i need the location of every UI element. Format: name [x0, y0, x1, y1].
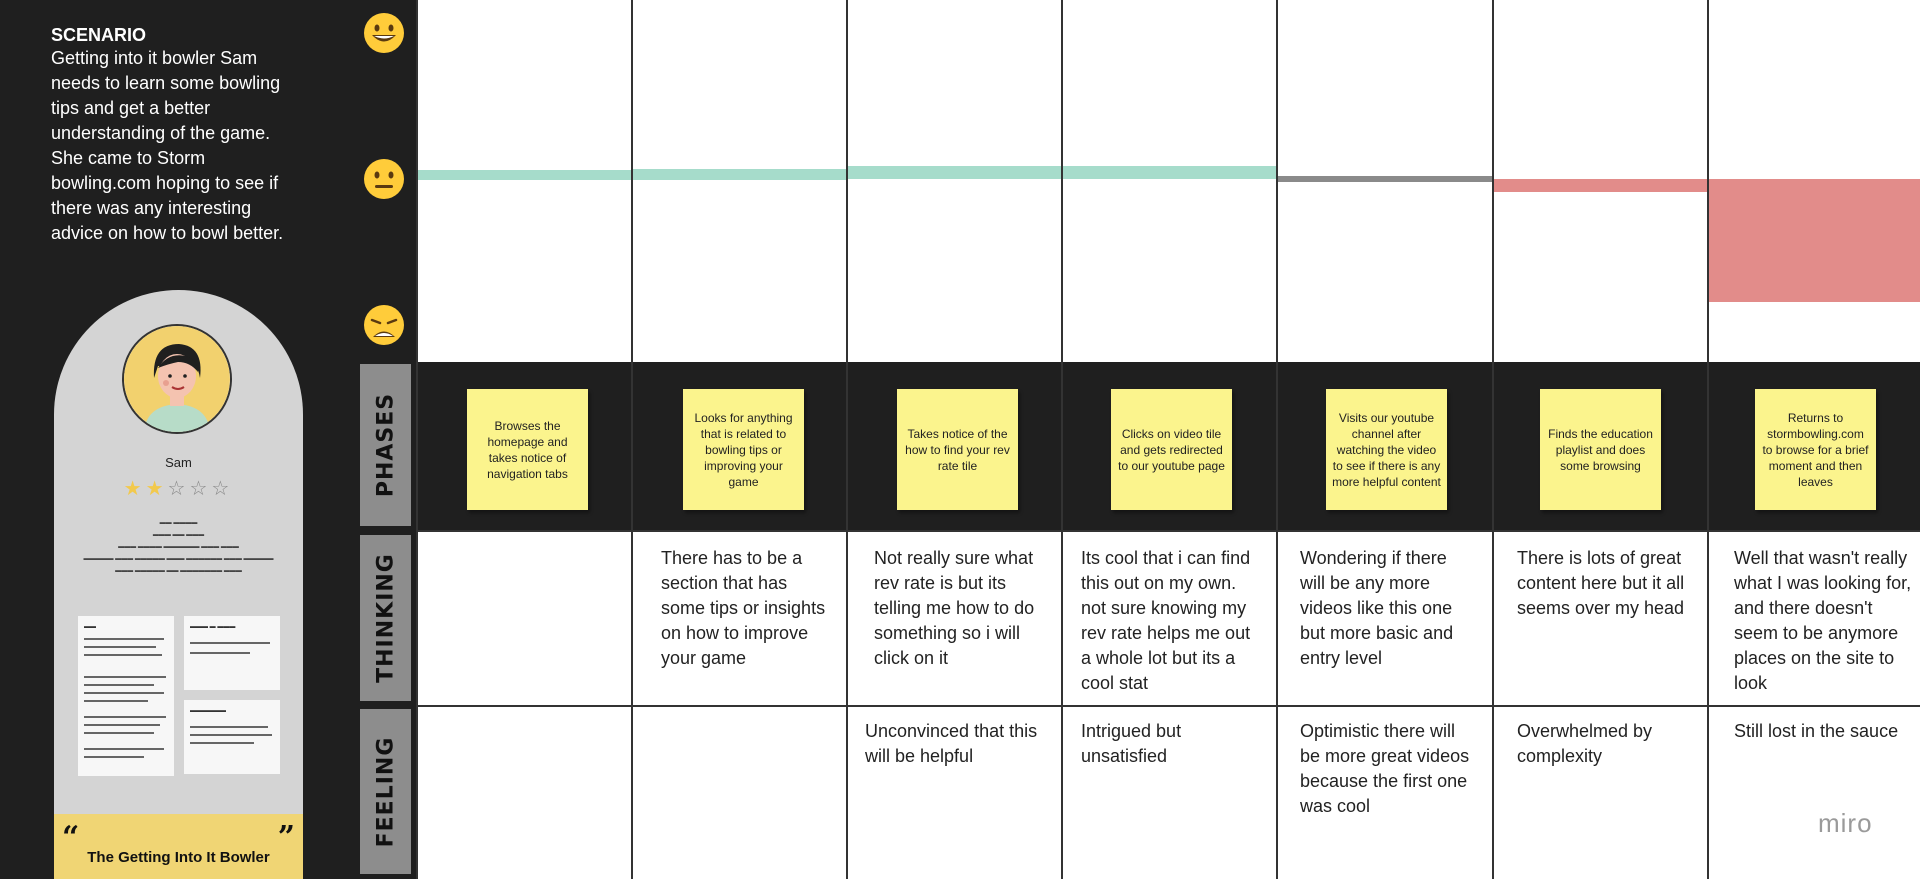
emotion-segment-5 — [1278, 176, 1492, 182]
distressed-face-icon — [363, 304, 405, 346]
phase-sticky-6[interactable]: Finds the education playlist and does some browsing — [1540, 389, 1661, 510]
bio-text: ▬▬▬ ▬▬ ▬▬▬ — [152, 532, 205, 538]
lane-label-thinking: THINKING — [360, 535, 411, 701]
column-divider — [1707, 0, 1709, 879]
emotion-segment-2 — [633, 169, 846, 180]
phase-sticky-7[interactable]: Returns to stormbowling.com to browse for a brief moment and then leaves — [1755, 389, 1876, 510]
emotion-segment-3 — [848, 166, 1061, 179]
feeling-text-4: Intrigued but unsatisfied — [1081, 721, 1182, 766]
wants-card: ▬▬▬ ▬ ▬▬▬ — [184, 616, 280, 690]
frustrations-card: ▬▬▬▬▬▬ — [184, 700, 280, 774]
phase-sticky-5[interactable]: Visits our youtube channel after watching the video to see if there is any more helpful content — [1326, 389, 1447, 510]
thinking-text-2: There has to be a section that has some tips or insights on how to improve your game — [661, 548, 826, 668]
persona-avatar — [122, 324, 232, 434]
star-icon: ☆ — [211, 478, 234, 500]
scenario-text: Getting into it bowler Sam needs to learn some bowling tips and get a better understanding of the game. She came to Storm bowling.com hoping to see if there was any interesting advice on how to bowl better. — [51, 48, 284, 243]
lane-label-phases: PHASES — [360, 364, 411, 526]
phase-sticky-4[interactable]: Clicks on video tile and gets redirected to our youtube page — [1111, 389, 1232, 510]
persona-name: Sam — [165, 455, 192, 470]
bio-text: ▬▬▬ ▬▬▬▬ ▬▬▬▬▬▬ ▬▬▬ ▬▬▬ — [118, 544, 239, 550]
thinking-text-7: Well that wasn't really what I was looking for, and there doesn't seem to be anymore places on the site to look — [1734, 548, 1912, 693]
neutral-face-icon — [363, 158, 405, 200]
emotion-segment-1 — [418, 170, 631, 180]
phase-sticky-3[interactable]: Takes notice of the how to find your rev rate tile — [897, 389, 1018, 510]
lane-divider — [417, 705, 1920, 707]
phase-sticky-1[interactable]: Browses the homepage and takes notice of navigation tabs — [467, 389, 588, 510]
persona-card — [54, 290, 303, 879]
emotion-segment-4 — [1063, 166, 1276, 179]
column-divider — [846, 0, 848, 879]
scenario-title: SCENARIO — [51, 25, 147, 45]
column-divider — [1492, 0, 1494, 879]
persona-quote — [54, 814, 303, 879]
close-quote-icon: ” — [277, 820, 295, 855]
thinking-text-6: There is lots of great content here but it all seems over my head — [1517, 548, 1685, 618]
goals-card: ▬▬ — [78, 616, 174, 776]
phase-sticky-2[interactable]: Looks for anything that is related to bowling tips or improving your game — [683, 389, 804, 510]
woman-avatar-icon — [124, 326, 230, 432]
persona-panel — [0, 0, 355, 879]
star-icon: ☆ — [189, 478, 212, 500]
bio-text: ▬▬▬▬▬ ▬▬▬ ▬▬▬▬▬ ▬▬▬ ▬▬▬▬▬▬ ▬▬▬ ▬▬▬▬▬ — [83, 556, 274, 562]
bio-text: ▬▬▬ ▬▬▬▬▬ ▬▬ ▬▬▬▬▬▬▬ ▬▬▬ — [115, 568, 242, 574]
lane-divider — [417, 530, 1920, 532]
feeling-text-6: Overwhelmed by complexity — [1517, 721, 1653, 766]
bio-text: ▬▬ ▬▬▬▬ — [159, 520, 198, 526]
column-divider — [1276, 0, 1278, 879]
scenario-block — [51, 24, 301, 246]
open-quote-icon: “ — [62, 820, 80, 855]
emotion-segment-6 — [1494, 179, 1707, 192]
feeling-text-5: Optimistic there will be more great videos because the first one was cool — [1300, 721, 1470, 816]
feeling-text-7: Still lost in the sauce — [1734, 721, 1899, 741]
column-divider — [1061, 0, 1063, 879]
column-divider — [416, 0, 418, 879]
feeling-text-3: Unconvinced that this will be helpful — [865, 721, 1038, 766]
star-icon: ☆ — [167, 478, 190, 500]
lane-label-column — [355, 0, 417, 879]
happy-face-icon — [363, 12, 405, 54]
miro-logo: miro — [1818, 808, 1873, 838]
column-divider — [631, 0, 633, 879]
thinking-text-5: Wondering if there will be any more videos like this one but more basic and entry level — [1300, 548, 1454, 668]
star-icon: ★ — [123, 478, 146, 500]
emotion-segment-7 — [1709, 179, 1920, 302]
thinking-text-4: Its cool that i can find this out on my own. not sure knowing my rev rate helps me out a whole lot but its a cool stat — [1081, 548, 1251, 693]
lane-label-feeling: FEELING — [360, 709, 411, 874]
persona-rating — [54, 476, 303, 501]
persona-quote-text: The Getting Into It Bowler — [87, 849, 270, 866]
star-icon: ★ — [145, 478, 168, 500]
thinking-text-3: Not really sure what rev rate is but its telling me how to do something so i will click on it — [874, 548, 1035, 668]
